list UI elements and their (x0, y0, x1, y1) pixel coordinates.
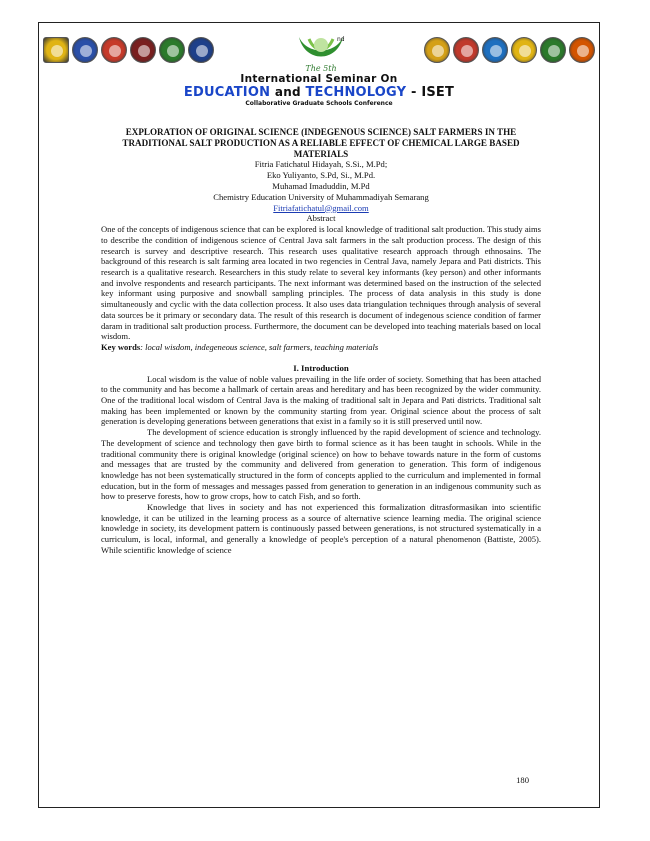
partner-logos-right (424, 37, 595, 63)
author-1: Fitria Fatichatul Hidayah, S.Si., M.Pd; (254, 159, 388, 170)
university-logo-icon (188, 37, 214, 63)
affiliation: Chemistry Education University of Muhammadiyah Semarang (213, 191, 429, 202)
section-heading: I. Introduction (293, 362, 349, 373)
author-2: Eko Yuliyanto, S.Pd, Si., M.Pd. (266, 170, 376, 181)
edition-label: The 5th (305, 64, 337, 73)
conference-line: Collaborative Graduate Schools Conference (245, 100, 393, 107)
keywords-label: Key words (101, 341, 141, 352)
paper-body (101, 127, 541, 556)
technology-word: TECHNOLOGY (305, 85, 407, 100)
iset-word: - ISET (411, 85, 455, 100)
intro-paragraph-1: Local wisdom is the value of noble values prevailing in the life order of society. Something that has been attached to the community and has become a hallmark of certain areas and hereditary and has been recognized by the wider community. One of the traditional local wisdom of Central Java is the making of traditional salt in Jepara and Pati districts. Traditional salt making has been implemented or known by the community starting from year. Original science about the process of salt generation is developing generations between generations that exist in a family so it is still preserved until now. (101, 373, 541, 427)
abstract-text: One of the concepts of indigenous science that can be explored is local knowledge of traditional salt production. This study aims to describe the condition of indigenous science of Central Java salt farmers in the salt production process. The design of this research is survey and descriptive research. This research uses qualitative research approach through ethnosains. The background of this research is salt farming area located in two regencies in Central Java, namely Jepara and Pati districts. This research is a qualitative research. Researchers in this study relate to several key informants (key person) and other informants and involve respondents and research participants. The next informant was determined based on the instruction of the selected key informant using purposive and snowball sampling principles. The process of data analysis in this study is done simultaneously and cyclic with the data collection process. It also uses data triangulation techniques through analysis of several data sources be it primary or secondary data. The result of this research is document of indegenous science condition of farmer daram in traditional salt production process. Furthermore, the document can be developed into teaching materials based on local wisdom. (101, 224, 541, 342)
university-logo-icon (482, 37, 508, 63)
university-logo-icon (101, 37, 127, 63)
university-logo-icon (540, 37, 566, 63)
svg-text:nd: nd (337, 36, 345, 43)
university-logo-icon (511, 37, 537, 63)
university-logo-icon (130, 37, 156, 63)
author-3: Muhamad Imaduddin, M.Pd (272, 180, 370, 191)
university-logo-icon (424, 37, 450, 63)
university-logo-icon (453, 37, 479, 63)
university-logo-icon (43, 37, 69, 63)
seminar-name (39, 85, 599, 100)
university-logo-icon (72, 37, 98, 63)
keywords-list: : local wisdom, indegeneous science, salt farmers, teaching materials (140, 341, 379, 352)
paper-title: EXPLORATION OF ORIGINAL SCIENCE (INDEGENOUS SCIENCE) SALT FARMERS IN THE TRADITIONAL SALT PRODUCTION AS A RELIABLE EFFECT OF CHEMICAL LARGE BASED MATERIALS (122, 127, 520, 159)
and-word: and (274, 85, 301, 99)
university-logo-icon (569, 37, 595, 63)
conference-header (39, 29, 599, 125)
intro-paragraph-3: Knowledge that lives in society and has not experienced this formalization ditrasformasikan into scientific knowledge, it can be utilized in the learning process as a source of alternative science learning media. The original science knowledge in society, its development pattern is continuously passed between generations, is not structured systematically in a curriculum, is local, informal, and generally a knowledge of people's perception of a natural phenomenon (Battiste, 2005). While scientific knowledge of science (101, 502, 541, 555)
partner-logos-left (43, 37, 214, 63)
author-email-link[interactable]: Fitriafatichatul@gmail.com (273, 202, 369, 213)
page-number: 180 (516, 775, 529, 785)
intro-paragraph-2: The development of science education is strongly influenced by the rapid development of science and technology. The development of science and technology then gave birth to formal science as it has been taught in schools. While in the traditional community there is original knowledge (original science) on how to behave towards nature in the form of customs and messages that are trusted by the community and delivered from generation to generation. This form of indigenous knowledge has not been systematically structured in the form of concepts applied to the curriculum and implemented in formal education, but in the form of messages and messages passed from generation to generation in an indigenous community such as how to preserve forests, how to grow crops, how to catch Fish, and so forth. (101, 427, 541, 502)
education-word: EDUCATION (183, 85, 271, 100)
keywords (101, 342, 541, 353)
paper-page (38, 22, 600, 808)
seminar-line: International Seminar On (240, 73, 398, 85)
conference-title (39, 73, 599, 108)
university-logo-icon (159, 37, 185, 63)
abstract-heading: Abstract (306, 213, 336, 224)
seminar-emblem-icon (281, 29, 361, 79)
